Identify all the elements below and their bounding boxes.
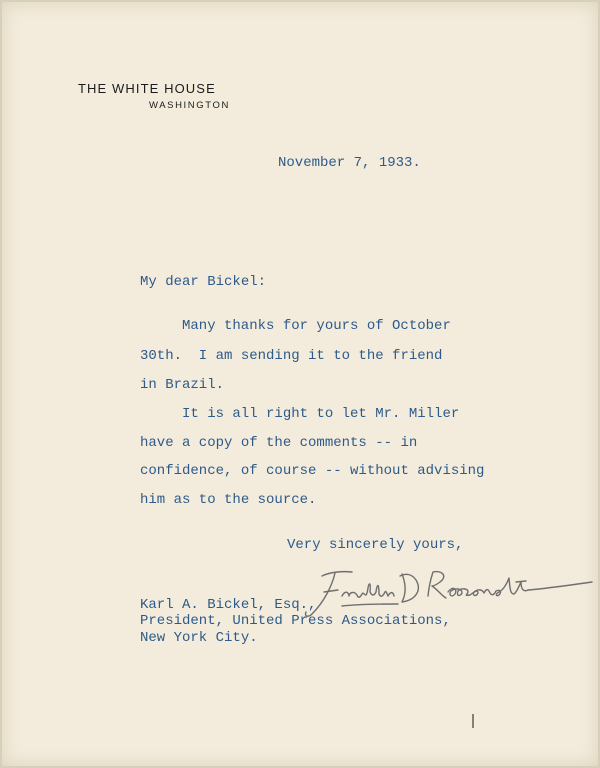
body-line: confidence, of course -- without advising (140, 463, 485, 479)
salutation: My dear Bickel: (140, 274, 267, 290)
body-line: 30th. I am sending it to the friend (140, 348, 443, 364)
letter-date: November 7, 1933. (278, 155, 421, 171)
body-line: Many thanks for yours of October (182, 318, 451, 334)
letter-page (2, 2, 598, 766)
body-line: have a copy of the comments -- in (140, 435, 418, 451)
letterhead-title: THE WHITE HOUSE (78, 81, 216, 96)
addressee-line: New York City. (140, 630, 258, 646)
closing: Very sincerely yours, (287, 537, 464, 553)
addressee-line: Karl A. Bickel, Esq., (140, 597, 317, 613)
addressee-line: President, United Press Associations, (140, 613, 451, 629)
stray-mark (472, 714, 474, 728)
letterhead-city: WASHINGTON (149, 100, 230, 111)
body-line: It is all right to let Mr. Miller (182, 406, 460, 422)
body-line: in Brazil. (140, 377, 225, 393)
handwritten-signature (302, 562, 600, 622)
body-line: him as to the source. (140, 492, 317, 508)
signature-drawing (302, 562, 600, 622)
